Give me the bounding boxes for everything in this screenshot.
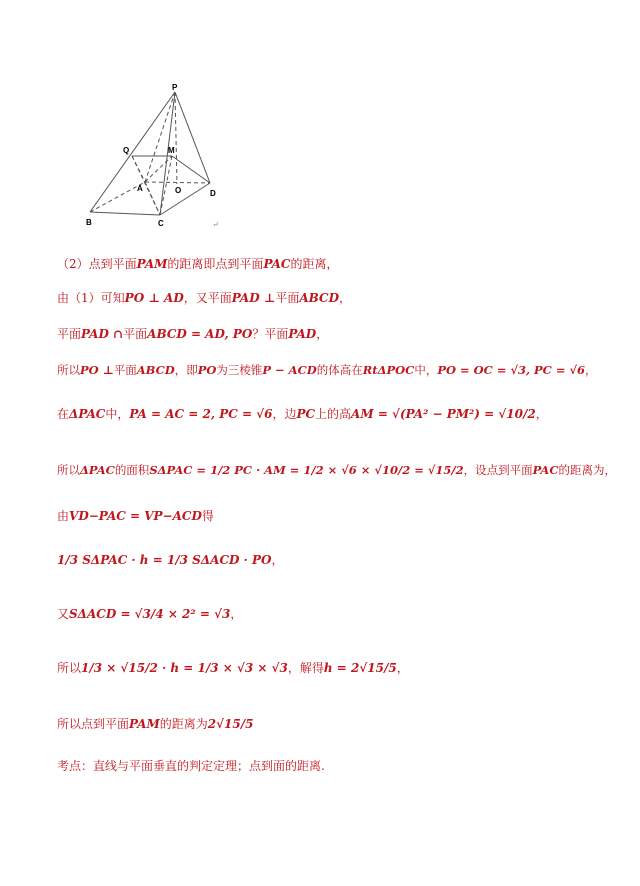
solution-line-2: 由（1）可知PO ⊥ AD，又平面PAD ⊥平面ABCD，: [57, 291, 352, 305]
solution-line-1: （2）点到平面PAM的距离即点到平面PAC的距离，: [57, 257, 339, 271]
return-mark: ↵: [212, 220, 219, 229]
label-p: P: [172, 83, 178, 92]
solution-line-8: 1/3 SΔPAC · h = 1/3 SΔACD · PO，: [57, 553, 284, 567]
label-m: M: [168, 146, 175, 155]
solution-line-7: 由VD−PAC = VP−ACD得: [57, 509, 214, 523]
solution-line-5: 在ΔPAC中，PA = AC = 2, PC = √6，边PC上的高AM = √(PA² − PM²) = √10/2，: [57, 407, 548, 421]
solution-line-3: 平面PAD ∩平面ABCD = AD, PO？平面PAD，: [57, 327, 329, 341]
solution-line-11: 所以点到平面PAM的距离为2√15/5: [57, 717, 254, 731]
label-o: O: [175, 186, 182, 195]
solution-line-9: 又SΔACD = √3/4 × 2² = √3，: [57, 607, 243, 621]
solution-line-12: 考点：直线与平面垂直的判定定理；点到面的距离.: [57, 759, 325, 773]
label-q: Q: [123, 146, 130, 155]
label-d: D: [210, 189, 216, 198]
label-b: B: [86, 218, 92, 227]
solution-line-4: 所以PO ⊥平面ABCD，即PO为三棱锥P − ACD的体高在RtΔPOC中，PO = OC = √3, PC = √6，: [57, 363, 597, 377]
pyramid-figure: [80, 80, 230, 230]
solution-line-6: 所以ΔPAC的面积SΔPAC = 1/2 PC · AM = 1/2 × √6 × √10/2 = √15/2，设点到平面PAC的距离为，: [57, 463, 616, 477]
solution-line-10: 所以1/3 × √15/2 · h = 1/3 × √3 × √3，解得h = 2√15/5，: [57, 661, 409, 675]
label-c: C: [158, 219, 164, 228]
label-a: A: [137, 184, 143, 193]
